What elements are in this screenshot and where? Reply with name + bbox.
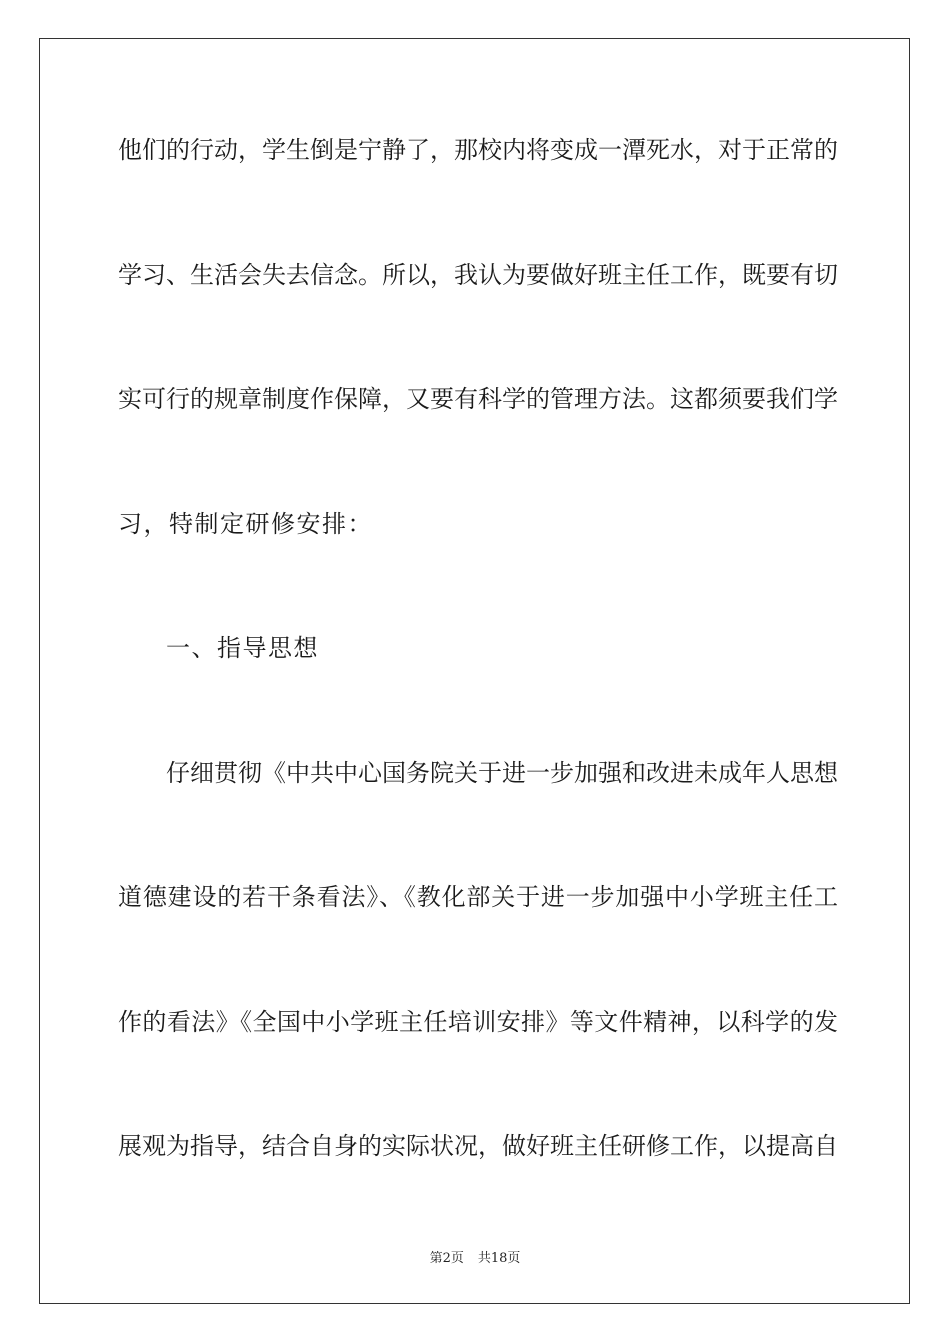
body-text-line: 道德建设的若干条看法》、《教化部关于进一步加强中小学班主任工	[118, 883, 838, 911]
body-text-line: 作的看法》《全国中小学班主任培训安排》等文件精神，以科学的发	[118, 1008, 838, 1036]
page-footer	[0, 1247, 950, 1266]
page-number: 第2页	[429, 1251, 464, 1266]
body-text-line: 仔细贯彻《中共中心国务院关于进一步加强和改进未成年人思想	[166, 759, 838, 787]
body-text-line: 实可行的规章制度作保障，又要有科学的管理方法。这都须要我们学	[118, 385, 838, 413]
body-text-line: 习，特制定研修安排：	[118, 510, 373, 538]
body-text-line: 展观为指导，结合自身的实际状况，做好班主任研修工作，以提高自	[118, 1132, 838, 1160]
section-heading: 一、指导思想	[166, 634, 319, 662]
body-text-line: 学习、生活会失去信念。所以，我认为要做好班主任工作，既要有切	[118, 261, 838, 289]
page-total: 共18页	[477, 1251, 521, 1266]
body-text-line: 他们的行动，学生倒是宁静了，那校内将变成一潭死水，对于正常的	[118, 136, 838, 164]
page-frame	[39, 38, 910, 1304]
